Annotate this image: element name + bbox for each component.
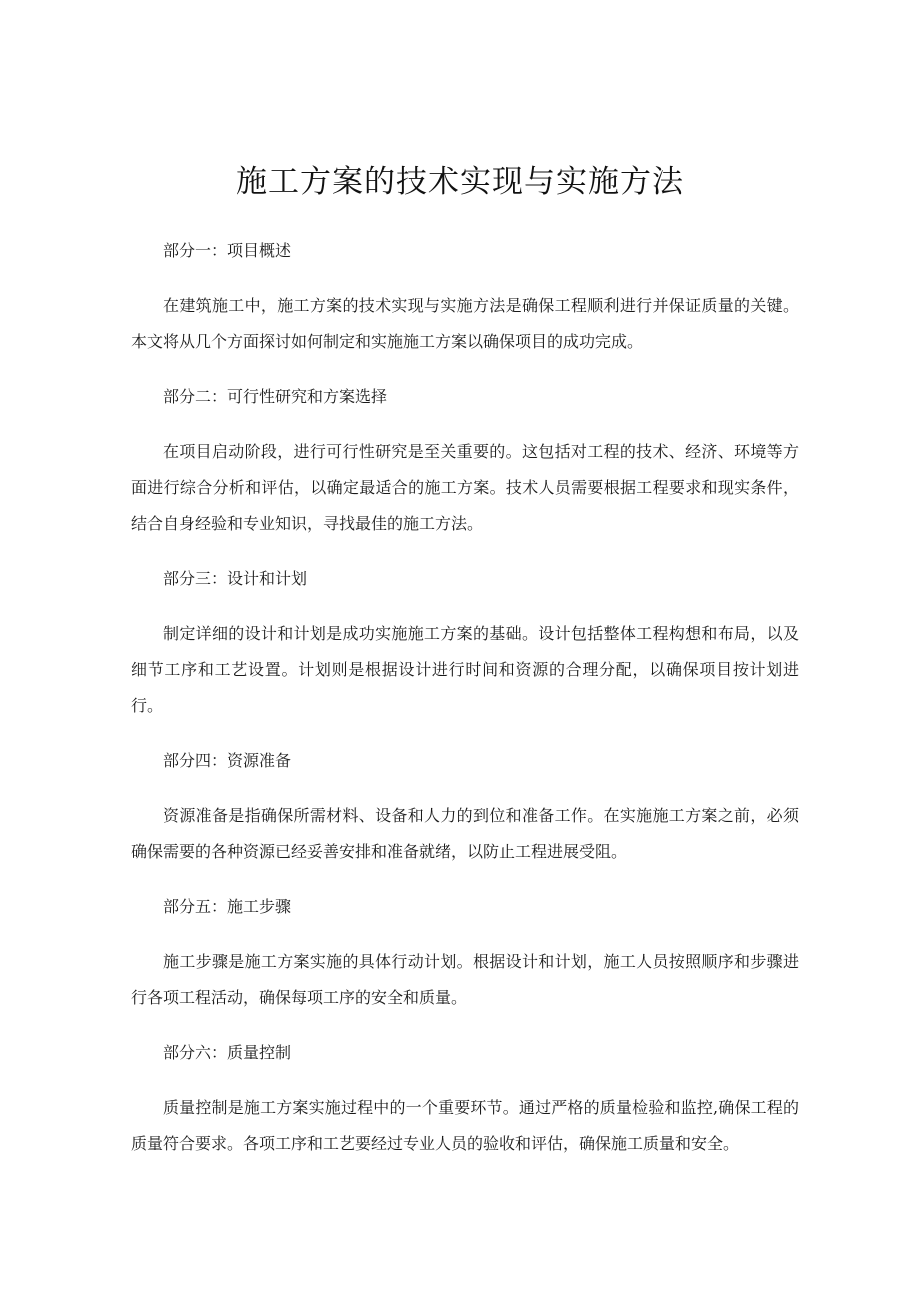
section-2: [131, 382, 799, 564]
section-paragraph: 质量控制是施工方案实施过程中的一个重要环节。通过严格的质量检验和监控,确保工程的质量符合要求。各项工序和工艺要经过专业人员的验收和评估，确保施工质量和安全。: [131, 1098, 799, 1153]
section-heading: 部分一：项目概述: [163, 241, 292, 260]
section-paragraph: 在项目启动阶段，进行可行性研究是至关重要的。这包括对工程的技术、经济、环境等方面进行综合分析和评估，以确定最适合的施工方案。技术人员需要根据工程要求和现实条件，结合自身经验和专业知识，寻找最佳的施工方法。: [131, 442, 799, 533]
section-heading: 部分二：可行性研究和方案选择: [163, 387, 388, 406]
section-heading: 部分三：设计和计划: [163, 569, 308, 588]
section-4: [131, 746, 799, 892]
section-heading: 部分四：资源准备: [163, 751, 292, 770]
section-5: [131, 892, 799, 1038]
section-paragraph: 资源准备是指确保所需材料、设备和人力的到位和准备工作。在实施施工方案之前，必须确保需要的各种资源已经妥善安排和准备就绪，以防止工程进展受阻。: [131, 806, 799, 861]
section-paragraph: 制定详细的设计和计划是成功实施施工方案的基础。设计包括整体工程构想和布局，以及细节工序和工艺设置。计划则是根据设计进行时间和资源的合理分配，以确保项目按计划进行。: [131, 624, 799, 715]
section-paragraph: 施工步骤是施工方案实施的具体行动计划。根据设计和计划，施工人员按照顺序和步骤进行各项工程活动，确保每项工序的安全和质量。: [131, 952, 799, 1007]
document-content: [131, 236, 799, 1162]
document-title: 施工方案的技术实现与实施方法: [236, 164, 684, 200]
section-3: [131, 564, 799, 746]
section-heading: 部分六：质量控制: [163, 1043, 292, 1062]
section-1: [131, 236, 799, 382]
section-paragraph: 在建筑施工中，施工方案的技术实现与实施方法是确保工程顺利进行并保证质量的关键。本文将从几个方面探讨如何制定和实施施工方案以确保项目的成功完成。: [131, 296, 799, 351]
section-heading: 部分五：施工步骤: [163, 897, 292, 916]
section-6: [131, 1038, 799, 1162]
